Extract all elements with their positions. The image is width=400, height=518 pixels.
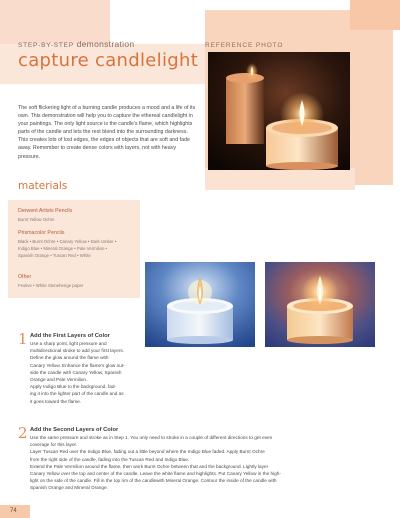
step-line: side the candle with Canary Yellow, Spanish xyxy=(30,369,122,375)
step-line: Apply Indigo Blue to the background, fad- xyxy=(30,384,116,390)
materials-group-title: Prismacolor Pencils xyxy=(18,230,65,236)
step-line: multidirectional stroke to add your first layers. xyxy=(30,348,125,354)
section-kicker xyxy=(18,39,134,49)
materials-line: Spanish Orange • Tuscan Red • White xyxy=(18,253,91,258)
materials-group-title: Other xyxy=(18,274,32,280)
step-line: Canary Yellow over the top and center of the candle. Leave the white flame and highlights. Put Canary Yellow in the high- xyxy=(30,471,281,477)
intro-paragraph: The soft flickering light of a burning candle produces a mood and a life of its own. This demonstration will help you to capture the ethereal candlelight in your paintings. The only light source is the candle's flame, which highlights parts of the candle and lets the rest blend into the surrounding darkness. This creates lots of lost edges, the edges of objects that are soft and fade away. Remember to create dense colors with layers, not with heavy pressure. xyxy=(18,105,196,160)
step-line: coverage for this layer. xyxy=(30,442,78,448)
step-line: Use the same pressure and stroke as in Step 1. You only need to stroke in a couple of different directions to get even xyxy=(30,435,273,440)
step-1-illustration xyxy=(145,262,255,347)
materials-group xyxy=(18,274,143,289)
step-line: light on the side of the candle. Fill in the top rim of the candlewith Mineral Orange. Contour the inside of the candle with xyxy=(30,478,277,484)
step-line: Extend the Pale Vermilion around the flame, then work Burnt Ochre between that and the background. Lightly layer xyxy=(30,463,269,469)
materials-line: Indigo Blue • Mineral Orange • Pale Vermilion • xyxy=(18,246,108,251)
step-body xyxy=(30,434,390,492)
step-2 xyxy=(18,424,388,504)
step-line: Canary Yellow. Enhance the flame's glow out- xyxy=(30,362,125,368)
materials-line: Burnt Yellow Ochre xyxy=(18,217,55,222)
materials-line: Black • Burnt Ochre • Canary Yellow • Dark Umber • xyxy=(18,239,117,244)
step-line: Define the glow around the flame with xyxy=(30,355,109,361)
materials-line: Festive • White Stonehenge paper xyxy=(18,283,84,288)
page-title: capture candlelight xyxy=(18,50,199,71)
step-2-illustration xyxy=(265,262,375,347)
step-line: Use a sharp point, light pressure and xyxy=(30,341,107,346)
decor-block xyxy=(350,0,400,30)
materials-group xyxy=(18,230,143,259)
step-title: Add the First Layers of Color xyxy=(30,333,110,339)
step-line: from the right side of the candle, fading into the Tuscan Red and Indigo Blue. xyxy=(30,456,190,462)
step-line: it goes toward the flame. xyxy=(30,398,82,404)
reference-photo xyxy=(208,52,350,170)
page-number: 74 xyxy=(10,508,17,514)
step-line: Layer Tuscan Red over the Indigo Blue, fading out a little beyond where the Indigo Blue faded. Apply Burnt Ochre xyxy=(30,449,265,455)
step-number: 2 xyxy=(18,424,28,442)
decor-block xyxy=(205,168,355,190)
materials-group-title: Derwent Artists Pencils xyxy=(18,208,73,214)
step-line: ing it into the lighter part of the candle and as xyxy=(30,391,124,397)
step-number: 1 xyxy=(18,330,28,348)
step-line: Spanish Orange and Mineral Orange. xyxy=(30,485,108,491)
step-title: Add the Second Layers of Color xyxy=(30,427,119,433)
kicker-demonstration: demonstration xyxy=(73,39,135,49)
materials-group xyxy=(18,208,143,223)
step-line: Orange and Pale Vermilion. xyxy=(30,377,88,383)
materials-heading: materials xyxy=(18,180,68,192)
reference-photo-label: REFERENCE PHOTO xyxy=(205,42,284,49)
kicker-step-by-step: STEP-BY-STEP xyxy=(18,42,74,49)
step-body xyxy=(30,340,145,405)
